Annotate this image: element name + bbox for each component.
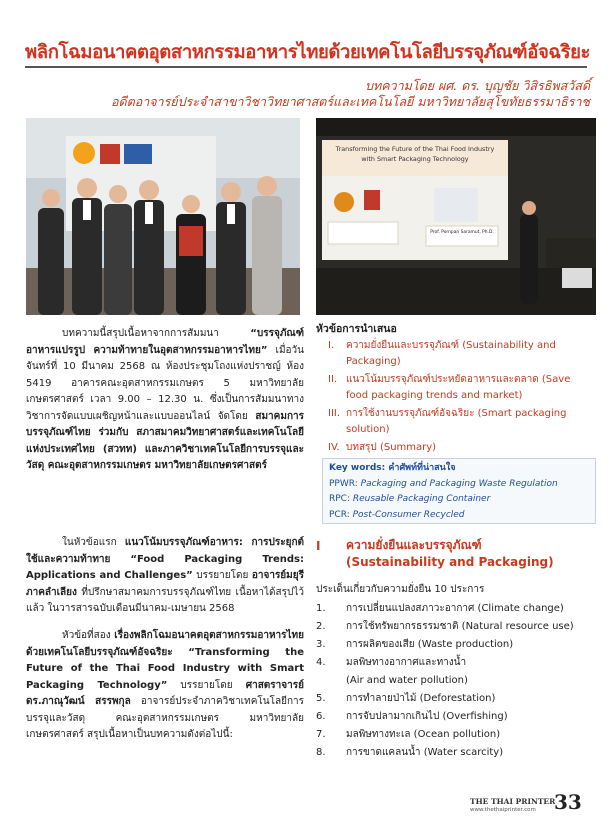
- list-text: มลพิษทางทะเล (Ocean pollution): [346, 729, 501, 740]
- topic-item: [328, 338, 598, 370]
- topic2-prefix: หัวข้อที่สอง: [62, 630, 115, 641]
- list-item: [316, 690, 600, 708]
- topic1-speaker: อาจารย์มยุรี ภาคลำเลียง: [26, 570, 304, 598]
- list-text: การใช้ทรัพยากรธรรมชาติ (Natural resource use): [346, 621, 574, 632]
- list-number: 1.: [316, 603, 326, 614]
- topic-number: IV.: [328, 442, 340, 453]
- list-number: 7.: [316, 729, 326, 740]
- topic-text-cont: food packaging trends and market): [346, 390, 523, 401]
- keyword-abbr: PPWR:: [329, 478, 358, 489]
- magazine-brand: THE THAI PRINTER: [470, 797, 556, 806]
- list-number: 3.: [316, 639, 326, 650]
- topic-number: II.: [328, 374, 338, 385]
- presentation-photo: [316, 118, 596, 315]
- list-text: การจับปลามากเกินไป (Overfishing): [346, 711, 508, 722]
- topic-item: [328, 440, 598, 456]
- topic2-speaker: ศาสตราจารย์ ดร.ภาณุวัฒน์ สรรพกุล: [26, 679, 304, 707]
- slide-title-line-1: Transforming the Future of the Thai Food Industry: [335, 145, 495, 153]
- list-number: 6.: [316, 711, 326, 722]
- byline: [111, 78, 590, 110]
- list-text: มลพิษทางอากาศและทางน้ำ: [346, 657, 467, 668]
- keyword-abbr: RPC:: [329, 494, 350, 504]
- topics-heading: หัวข้อการนำเสนอ: [316, 323, 397, 335]
- list-number: 4.: [316, 657, 326, 668]
- topic1-rest: ที่ปรึกษาสมาคมการบรรจุภัณฑ์ไทย เนื้อหาได้สรุปไว้แล้ว ในวารสารฉบับเดือนมีนาคม-เมษายน 2568: [26, 586, 304, 614]
- list-number: 5.: [316, 693, 326, 704]
- section-title-th: ความยั่งยืนและบรรจุภัณฑ์: [346, 538, 482, 552]
- group-photo-illustration: [26, 118, 300, 315]
- list-number: 8.: [316, 747, 326, 758]
- list-item: [316, 726, 600, 744]
- keyword-meaning: Post-Consumer Recycled: [352, 509, 465, 520]
- sustainability-intro: ประเด็นเกี่ยวกับความยั่งยืน 10 ประการ: [316, 584, 485, 595]
- author-affiliation: อดีตอาจารย์ประจำสาขาวิชาวิทยาศาสตร์และเทคโนโลยี มหาวิทยาลัยสุโขทัยธรรมาธิราช: [110, 94, 590, 109]
- topic-text: การใช้งานบรรจุภัณฑ์อัจฉริยะ (Smart packaging: [346, 408, 567, 419]
- keywords-heading: Key words: คำศัพท์ที่น่าสนใจ: [329, 463, 456, 473]
- topic-text: ความยั่งยืนและบรรจุภัณฑ์ (Sustainability and: [346, 340, 556, 351]
- topic-item: [328, 372, 598, 404]
- list-text: (Air and water pollution): [346, 675, 468, 686]
- topic-number: III.: [328, 408, 341, 419]
- title-divider: [25, 66, 587, 68]
- list-item: [316, 636, 600, 654]
- slide-speaker: Prof. Pornpan Saramut, Ph.D.: [430, 230, 494, 235]
- list-text: การขาดแคลนน้ำ (Water scarcity): [346, 747, 504, 758]
- list-text: การผลิตของเสีย (Waste production): [346, 639, 514, 650]
- topic-number: I.: [328, 340, 335, 351]
- topic1-title: แนวโน้มบรรจุภัณฑ์อาหาร: การประยุกต์ใช้และความท้าทาย “Food Packaging Trends: Applications and Challenges”: [26, 537, 304, 581]
- paragraph-intro: [26, 326, 304, 475]
- list-text: การเปลี่ยนแปลงสภาวะอากาศ (Climate change): [346, 603, 564, 614]
- topics-list: [328, 338, 598, 456]
- slide-title-line-2: with Smart Packaging Technology: [361, 155, 469, 163]
- topic2-by: บรรยายโดย: [167, 679, 246, 691]
- author-line: บทความโดย ผศ. ดร. บุญชัย วิสิรธิพสวัสดิ์: [365, 78, 590, 93]
- list-text: การทำลายป่าไม้ (Deforestation): [346, 693, 496, 704]
- page-number: 33: [554, 790, 582, 814]
- list-item: [316, 672, 600, 690]
- magazine-url: www.thethaiprinter.com: [470, 807, 536, 813]
- section-title: [346, 537, 554, 571]
- seminar-name: “บรรจุภัณฑ์อาหารแปรรูป ความท้าทายในอุตสาหกรรมอาหารไทย”: [26, 328, 304, 356]
- organizers: สมาคมการบรรจุภัณฑ์ไทย ร่วมกับ สภาสมาคมวิทยาศาสตร์และเทคโนโลยีแห่งประเทศไทย (สวทท) และภาควิชาเทคโนโลยีการบรรจุและวัสดุ คณะอุตสาหกรรมเกษตร มหาวิทยาลัยเกษตรศาสตร์: [26, 410, 304, 471]
- list-number: 2.: [316, 621, 326, 632]
- intro-details: เมื่อวันจันทร์ที่ 10 มีนาคม 2568 ณ ห้องประชุมโถงแห่งปราชญ์ ห้อง 5419 อาคารคณะอุตสาหกรรมเกษตร 5 มหาวิทยาลัยเกษตรศาสตร์ เวลา 9.00 – 12.30 น. ซึ่งเป็นการสัมมนาทางวิชาการจัดแบบเผชิญหน้าและแบบออนไลน์ จัดโดย: [26, 344, 304, 422]
- article-title: พลิกโฉมอนาคตอุตสาหกรรมอาหารไทยด้วยเทคโนโลยีบรรจุภัณฑ์อัจฉริยะ: [25, 42, 591, 63]
- topic-text-cont: solution): [346, 424, 390, 435]
- keyword-pcr: [323, 508, 595, 524]
- list-item: [316, 708, 600, 726]
- slide-title: [322, 144, 508, 164]
- topic-text: บทสรุป (Summary): [346, 442, 437, 453]
- list-item: [316, 600, 600, 618]
- paragraph-topic-2: [26, 628, 304, 744]
- keyword-meaning: Packaging and Packaging Waste Regulation: [360, 478, 558, 489]
- topic2-rest: อาจารย์ประจำภาควิชาเทคโนโลยีการบรรจุและวัสดุ คณะอุตสาหกรรมเกษตร มหาวิทยาลัยเกษตรศาสตร์ สรุปเนื้อหาเป็นบทความดังต่อไปนี้:: [26, 696, 304, 740]
- list-item: [316, 618, 600, 636]
- topic-item: [328, 406, 598, 438]
- keyword-rpc: [323, 492, 595, 508]
- topic-text-cont: Packaging): [346, 356, 401, 367]
- section-number: I: [316, 539, 321, 553]
- list-item: [316, 654, 600, 672]
- keyword-ppwr: [323, 477, 595, 493]
- paragraph-topic-1: [26, 535, 304, 618]
- topic-text: แนวโน้มบรรจุภัณฑ์ประหยัดอาหารและตลาด (Save: [346, 374, 571, 385]
- keyword-meaning: Reusable Packaging Container: [352, 494, 491, 504]
- keywords-box: [322, 458, 596, 524]
- topic1-prefix: ในหัวข้อแรก: [62, 537, 125, 548]
- keyword-abbr: PCR:: [329, 509, 350, 520]
- group-photo: [26, 118, 300, 315]
- list-item: [316, 744, 600, 762]
- topic2-title: เรื่องพลิกโฉมอนาคตอุตสาหกรรมอาหารไทยด้วยเทคโนโลยีบรรจุภัณฑ์อัจฉริยะ “Transforming the Future of the Thai Food Industry with Smart Packaging Technology”: [26, 630, 304, 691]
- sustainability-list: [316, 600, 600, 762]
- section-title-en: (Sustainability and Packaging): [346, 555, 554, 569]
- topic1-by: บรรยายโดย: [192, 570, 252, 581]
- intro-text: บทความนี้สรุปเนื้อหาจากการสัมมนา: [62, 328, 251, 339]
